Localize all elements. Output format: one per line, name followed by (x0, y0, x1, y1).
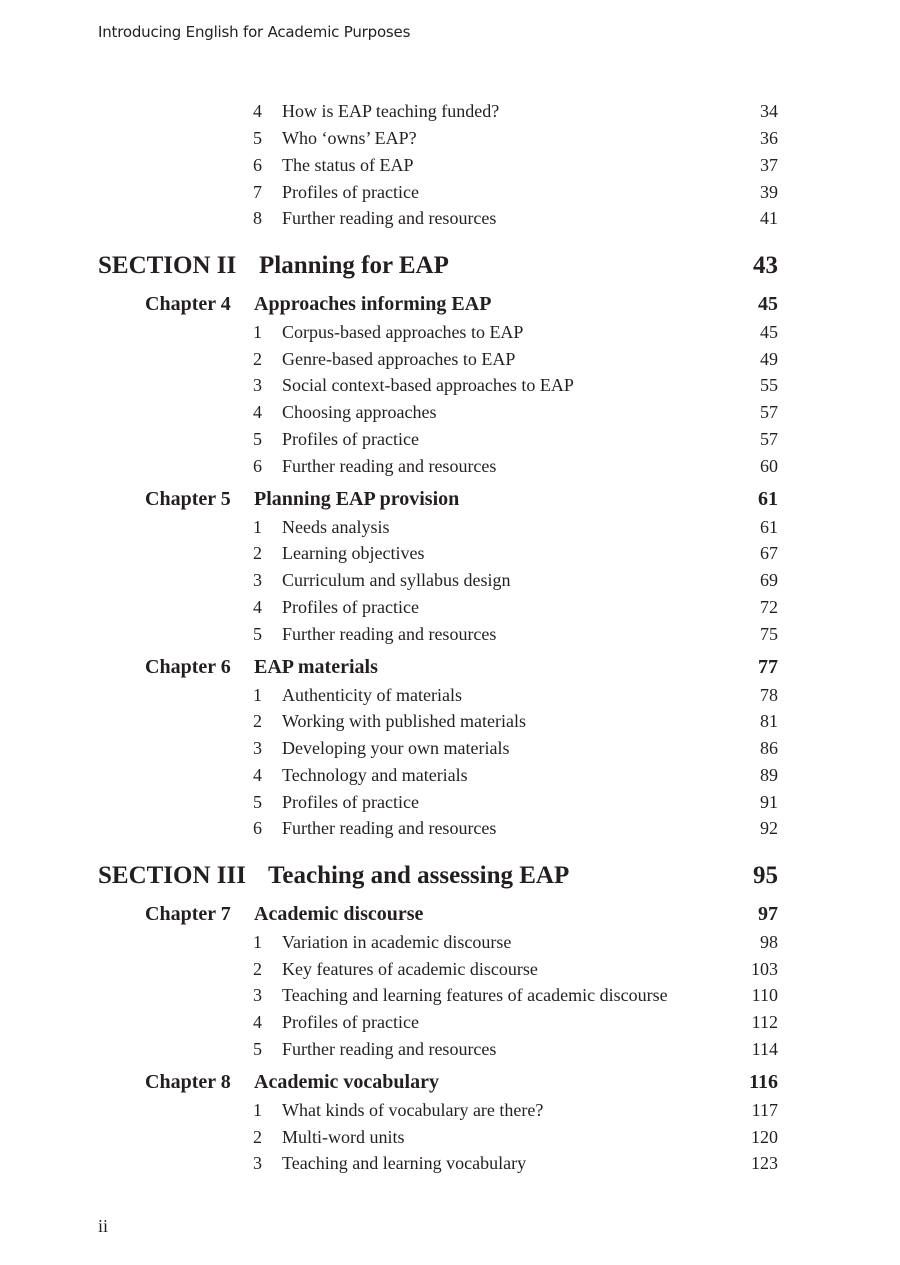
entry-title: Profiles of practice (282, 182, 419, 202)
entry-title: Profiles of practice (282, 429, 419, 449)
entry-number: 3 (253, 1153, 262, 1173)
toc-entry (0, 816, 900, 840)
chapter-title: EAP materials (254, 656, 378, 678)
entry-number: 6 (253, 155, 262, 175)
entry-page: 86 (760, 738, 778, 758)
toc-entry (0, 709, 900, 733)
entry-title: Variation in academic discourse (282, 932, 512, 952)
entry-title: Key features of academic discourse (282, 959, 538, 979)
entry-number: 8 (253, 208, 262, 228)
toc-chapter-heading (0, 901, 900, 927)
toc-entry (0, 153, 900, 177)
entry-title: How is EAP teaching funded? (282, 101, 500, 121)
entry-title: Who ‘owns’ EAP? (282, 128, 417, 148)
entry-page: 41 (760, 208, 778, 228)
chapter-page: 61 (758, 488, 778, 510)
entry-number: 5 (253, 1039, 262, 1059)
entry-page: 120 (751, 1127, 778, 1147)
toc-entry (0, 541, 900, 565)
entry-title: Further reading and resources (282, 624, 497, 644)
entry-title: Profiles of practice (282, 597, 419, 617)
entry-page: 92 (760, 818, 778, 838)
entry-title: Genre-based approaches to EAP (282, 349, 516, 369)
chapter-label: Chapter 4 (145, 293, 231, 315)
entry-number: 1 (253, 322, 262, 342)
toc-entry (0, 983, 900, 1007)
toc-entry (0, 622, 900, 646)
entry-number: 4 (253, 597, 262, 617)
entry-page: 91 (760, 792, 778, 812)
entry-number: 3 (253, 570, 262, 590)
chapter-label: Chapter 7 (145, 903, 231, 925)
entry-number: 6 (253, 818, 262, 838)
toc-chapter-heading (0, 654, 900, 680)
entry-number: 2 (253, 1127, 262, 1147)
entry-page: 75 (760, 624, 778, 644)
entry-number: 1 (253, 932, 262, 952)
entry-page: 103 (751, 959, 778, 979)
toc-entry (0, 568, 900, 592)
entry-page: 81 (760, 711, 778, 731)
toc-entry (0, 595, 900, 619)
toc-entry (0, 1037, 900, 1061)
entry-title: Corpus-based approaches to EAP (282, 322, 524, 342)
chapter-title: Approaches informing EAP (254, 293, 492, 315)
entry-number: 3 (253, 985, 262, 1005)
toc-entry (0, 930, 900, 954)
section-label: SECTION II (98, 252, 237, 279)
toc-entry (0, 1151, 900, 1175)
running-head: Introducing English for Academic Purposes (98, 23, 411, 41)
entry-number: 3 (253, 375, 262, 395)
entry-page: 49 (760, 349, 778, 369)
toc-entry (0, 99, 900, 123)
entry-page: 34 (760, 101, 778, 121)
entry-page: 114 (751, 1039, 778, 1059)
entry-title: Learning objectives (282, 543, 425, 563)
entry-page: 57 (760, 402, 778, 422)
entry-page: 57 (760, 429, 778, 449)
chapter-page: 97 (758, 903, 778, 925)
entry-title: Technology and materials (282, 765, 468, 785)
entry-number: 4 (253, 765, 262, 785)
entry-title: Social context-based approaches to EAP (282, 375, 574, 395)
entry-title: What kinds of vocabulary are there? (282, 1100, 544, 1120)
toc-entry (0, 400, 900, 424)
entry-number: 4 (253, 1012, 262, 1032)
section-page: 95 (753, 862, 778, 889)
toc-entry (0, 763, 900, 787)
toc-entry (0, 206, 900, 230)
entry-page: 117 (751, 1100, 778, 1120)
chapter-label: Chapter 8 (145, 1071, 231, 1093)
chapter-label: Chapter 6 (145, 656, 231, 678)
toc-entry (0, 373, 900, 397)
chapter-label: Chapter 5 (145, 488, 231, 510)
chapter-page: 77 (758, 656, 778, 678)
entry-page: 61 (760, 517, 778, 537)
chapter-title: Planning EAP provision (254, 488, 460, 510)
entry-title: Choosing approaches (282, 402, 437, 422)
toc-entry (0, 347, 900, 371)
page-number-folio: ii (98, 1216, 109, 1236)
entry-number: 5 (253, 429, 262, 449)
entry-page: 69 (760, 570, 778, 590)
entry-page: 123 (751, 1153, 778, 1173)
entry-page: 45 (760, 322, 778, 342)
entry-title: Teaching and learning vocabulary (282, 1153, 527, 1173)
toc-entry (0, 957, 900, 981)
toc-chapter-heading (0, 291, 900, 317)
entry-title: Developing your own materials (282, 738, 510, 758)
entry-title: Teaching and learning features of academic discourse (282, 985, 668, 1005)
entry-title: Curriculum and syllabus design (282, 570, 511, 590)
entry-page: 60 (760, 456, 778, 476)
toc-entry (0, 736, 900, 760)
entry-title: The status of EAP (282, 155, 414, 175)
toc-entry (0, 180, 900, 204)
toc-entry (0, 1010, 900, 1034)
entry-page: 39 (760, 182, 778, 202)
chapter-title: Academic vocabulary (254, 1071, 439, 1093)
entry-page: 89 (760, 765, 778, 785)
toc-section-heading (0, 860, 900, 892)
entry-number: 2 (253, 711, 262, 731)
entry-title: Further reading and resources (282, 818, 497, 838)
toc-section-heading (0, 250, 900, 282)
entry-page: 112 (751, 1012, 778, 1032)
entry-page: 72 (760, 597, 778, 617)
entry-page: 110 (751, 985, 778, 1005)
chapter-title: Academic discourse (254, 903, 424, 925)
chapter-page: 45 (758, 293, 778, 315)
toc-entry (0, 1125, 900, 1149)
entry-number: 5 (253, 792, 262, 812)
entry-title: Working with published materials (282, 711, 527, 731)
entry-title: Profiles of practice (282, 792, 419, 812)
entry-title: Multi-word units (282, 1127, 405, 1147)
toc-chapter-heading (0, 1069, 900, 1095)
entry-number: 5 (253, 128, 262, 148)
entry-page: 55 (760, 375, 778, 395)
entry-number: 6 (253, 456, 262, 476)
entry-title: Profiles of practice (282, 1012, 419, 1032)
entry-page: 37 (760, 155, 778, 175)
section-page: 43 (753, 252, 778, 279)
entry-page: 36 (760, 128, 778, 148)
entry-page: 67 (760, 543, 778, 563)
toc-entry (0, 320, 900, 344)
entry-title: Needs analysis (282, 517, 390, 537)
entry-title: Further reading and resources (282, 1039, 497, 1059)
entry-page: 78 (760, 685, 778, 705)
toc-entry (0, 427, 900, 451)
entry-number: 2 (253, 959, 262, 979)
section-title: Teaching and assessing EAP (268, 862, 570, 889)
chapter-page: 116 (749, 1071, 778, 1093)
entry-title: Further reading and resources (282, 456, 497, 476)
entry-number: 3 (253, 738, 262, 758)
entry-number: 2 (253, 349, 262, 369)
toc-entry (0, 683, 900, 707)
entry-number: 1 (253, 1100, 262, 1120)
section-title: Planning for EAP (259, 252, 449, 279)
entry-title: Further reading and resources (282, 208, 497, 228)
section-label: SECTION III (98, 862, 246, 889)
toc-entry (0, 126, 900, 150)
toc-entry (0, 454, 900, 478)
entry-number: 5 (253, 624, 262, 644)
entry-number: 1 (253, 517, 262, 537)
entry-number: 4 (253, 101, 262, 121)
toc-entry (0, 515, 900, 539)
toc-chapter-heading (0, 486, 900, 512)
toc-entry (0, 1098, 900, 1122)
entry-page: 98 (760, 932, 778, 952)
entry-number: 7 (253, 182, 262, 202)
entry-title: Authenticity of materials (282, 685, 462, 705)
entry-number: 1 (253, 685, 262, 705)
entry-number: 2 (253, 543, 262, 563)
toc-entry (0, 790, 900, 814)
entry-number: 4 (253, 402, 262, 422)
